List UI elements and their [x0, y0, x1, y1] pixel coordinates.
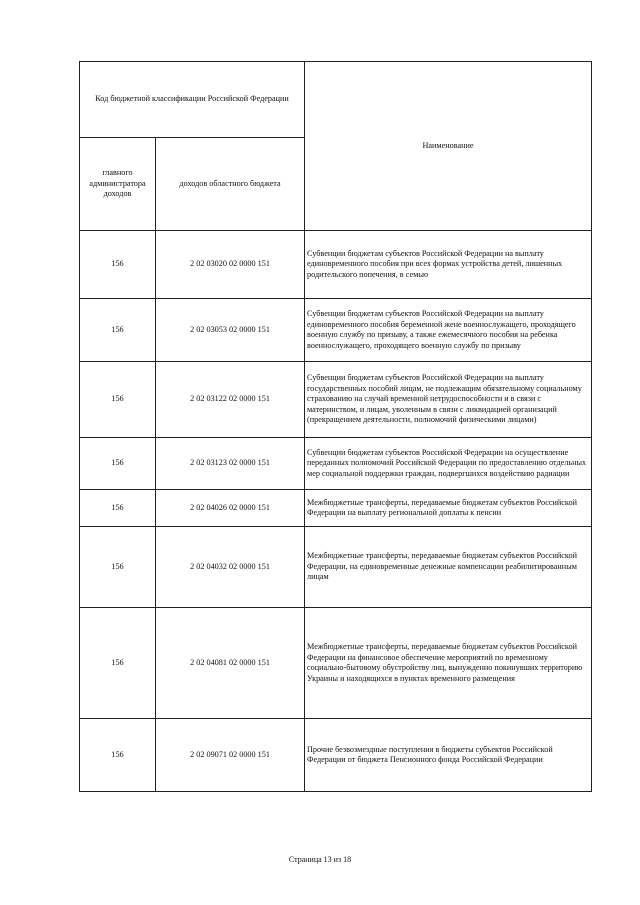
row-name: Межбюджетные трансферты, передаваемые бюджетам субъектов Российской Федерации на финансовое обеспечение мероприятий по временному социально-бытовому обустройству лиц, вынужденно покинувших территорию Украины и находящихся в пунктах временного размещения — [305, 608, 592, 719]
row-admin-code: 156 — [80, 490, 156, 527]
header-admin: главного администратора доходов — [80, 138, 156, 231]
budget-classification-table — [79, 61, 592, 792]
row-name: Субвенции бюджетам субъектов Российской Федерации на выплату государственных пособий лицам, не подлежащим обязательному социальному страхованию на случай временной нетрудоспособности и в связи с материнством, и лицам, уволенным в связи с ликвидацией организаций (прекращением деятельности, полномочий физическими лицами) — [305, 362, 592, 438]
row-admin-code: 156 — [80, 527, 156, 608]
row-admin-code: 156 — [80, 719, 156, 792]
row-admin-code: 156 — [80, 362, 156, 438]
header-income: доходов областного бюджета — [156, 138, 305, 231]
row-income-code: 2 02 03122 02 0000 151 — [156, 362, 305, 438]
row-income-code: 2 02 03123 02 0000 151 — [156, 438, 305, 490]
table-row — [80, 438, 592, 490]
row-name: Субвенции бюджетам субъектов Российской Федерации на выплату единовременного пособия беременной жене военнослужащего, проходящего военную службу по призыву, а также ежемесячного пособия на ребенка военнослужащего, проходящего военную службу по призыву — [305, 299, 592, 362]
row-name: Межбюджетные трансферты, передаваемые бюджетам субъектов Российской Федерации на выплату региональной доплаты к пенсии — [305, 490, 592, 527]
row-admin-code: 156 — [80, 438, 156, 490]
row-income-code: 2 02 09071 02 0000 151 — [156, 719, 305, 792]
table-row — [80, 527, 592, 608]
row-name: Межбюджетные трансферты, передаваемые бюджетам субъектов Российской Федерации, на единовременные денежные компенсации реабилитированным лицам — [305, 527, 592, 608]
row-admin-code: 156 — [80, 231, 156, 299]
table-row — [80, 608, 592, 719]
row-income-code: 2 02 03020 02 0000 151 — [156, 231, 305, 299]
page-number: Страница 13 из 18 — [288, 855, 352, 864]
table-row — [80, 490, 592, 527]
header-name: Наименование — [305, 62, 592, 231]
row-income-code: 2 02 03053 02 0000 151 — [156, 299, 305, 362]
table-row — [80, 231, 592, 299]
row-name: Субвенции бюджетам субъектов Российской Федерации на осуществление переданных полномочий Российской Федерации по предоставлению отдельных мер социальной поддержки граждан, подвергшихся воздействию радиации — [305, 438, 592, 490]
row-admin-code: 156 — [80, 299, 156, 362]
row-admin-code: 156 — [80, 608, 156, 719]
row-income-code: 2 02 04081 02 0000 151 — [156, 608, 305, 719]
row-income-code: 2 02 04026 02 0000 151 — [156, 490, 305, 527]
table-row — [80, 299, 592, 362]
row-income-code: 2 02 04032 02 0000 151 — [156, 527, 305, 608]
table-row — [80, 719, 592, 792]
row-name: Субвенции бюджетам субъектов Российской Федерации на выплату единовременного пособия при всех формах устройства детей, лишенных родительского попечения, в семью — [305, 231, 592, 299]
header-group-title: Код бюджетной классификации Российской Федерации — [80, 62, 305, 138]
row-name: Прочие безвозмездные поступления в бюджеты субъектов Российской Федерации от бюджета Пенсионного фонда Российской Федерации — [305, 719, 592, 792]
table-row — [80, 362, 592, 438]
header-row-top — [80, 62, 592, 138]
